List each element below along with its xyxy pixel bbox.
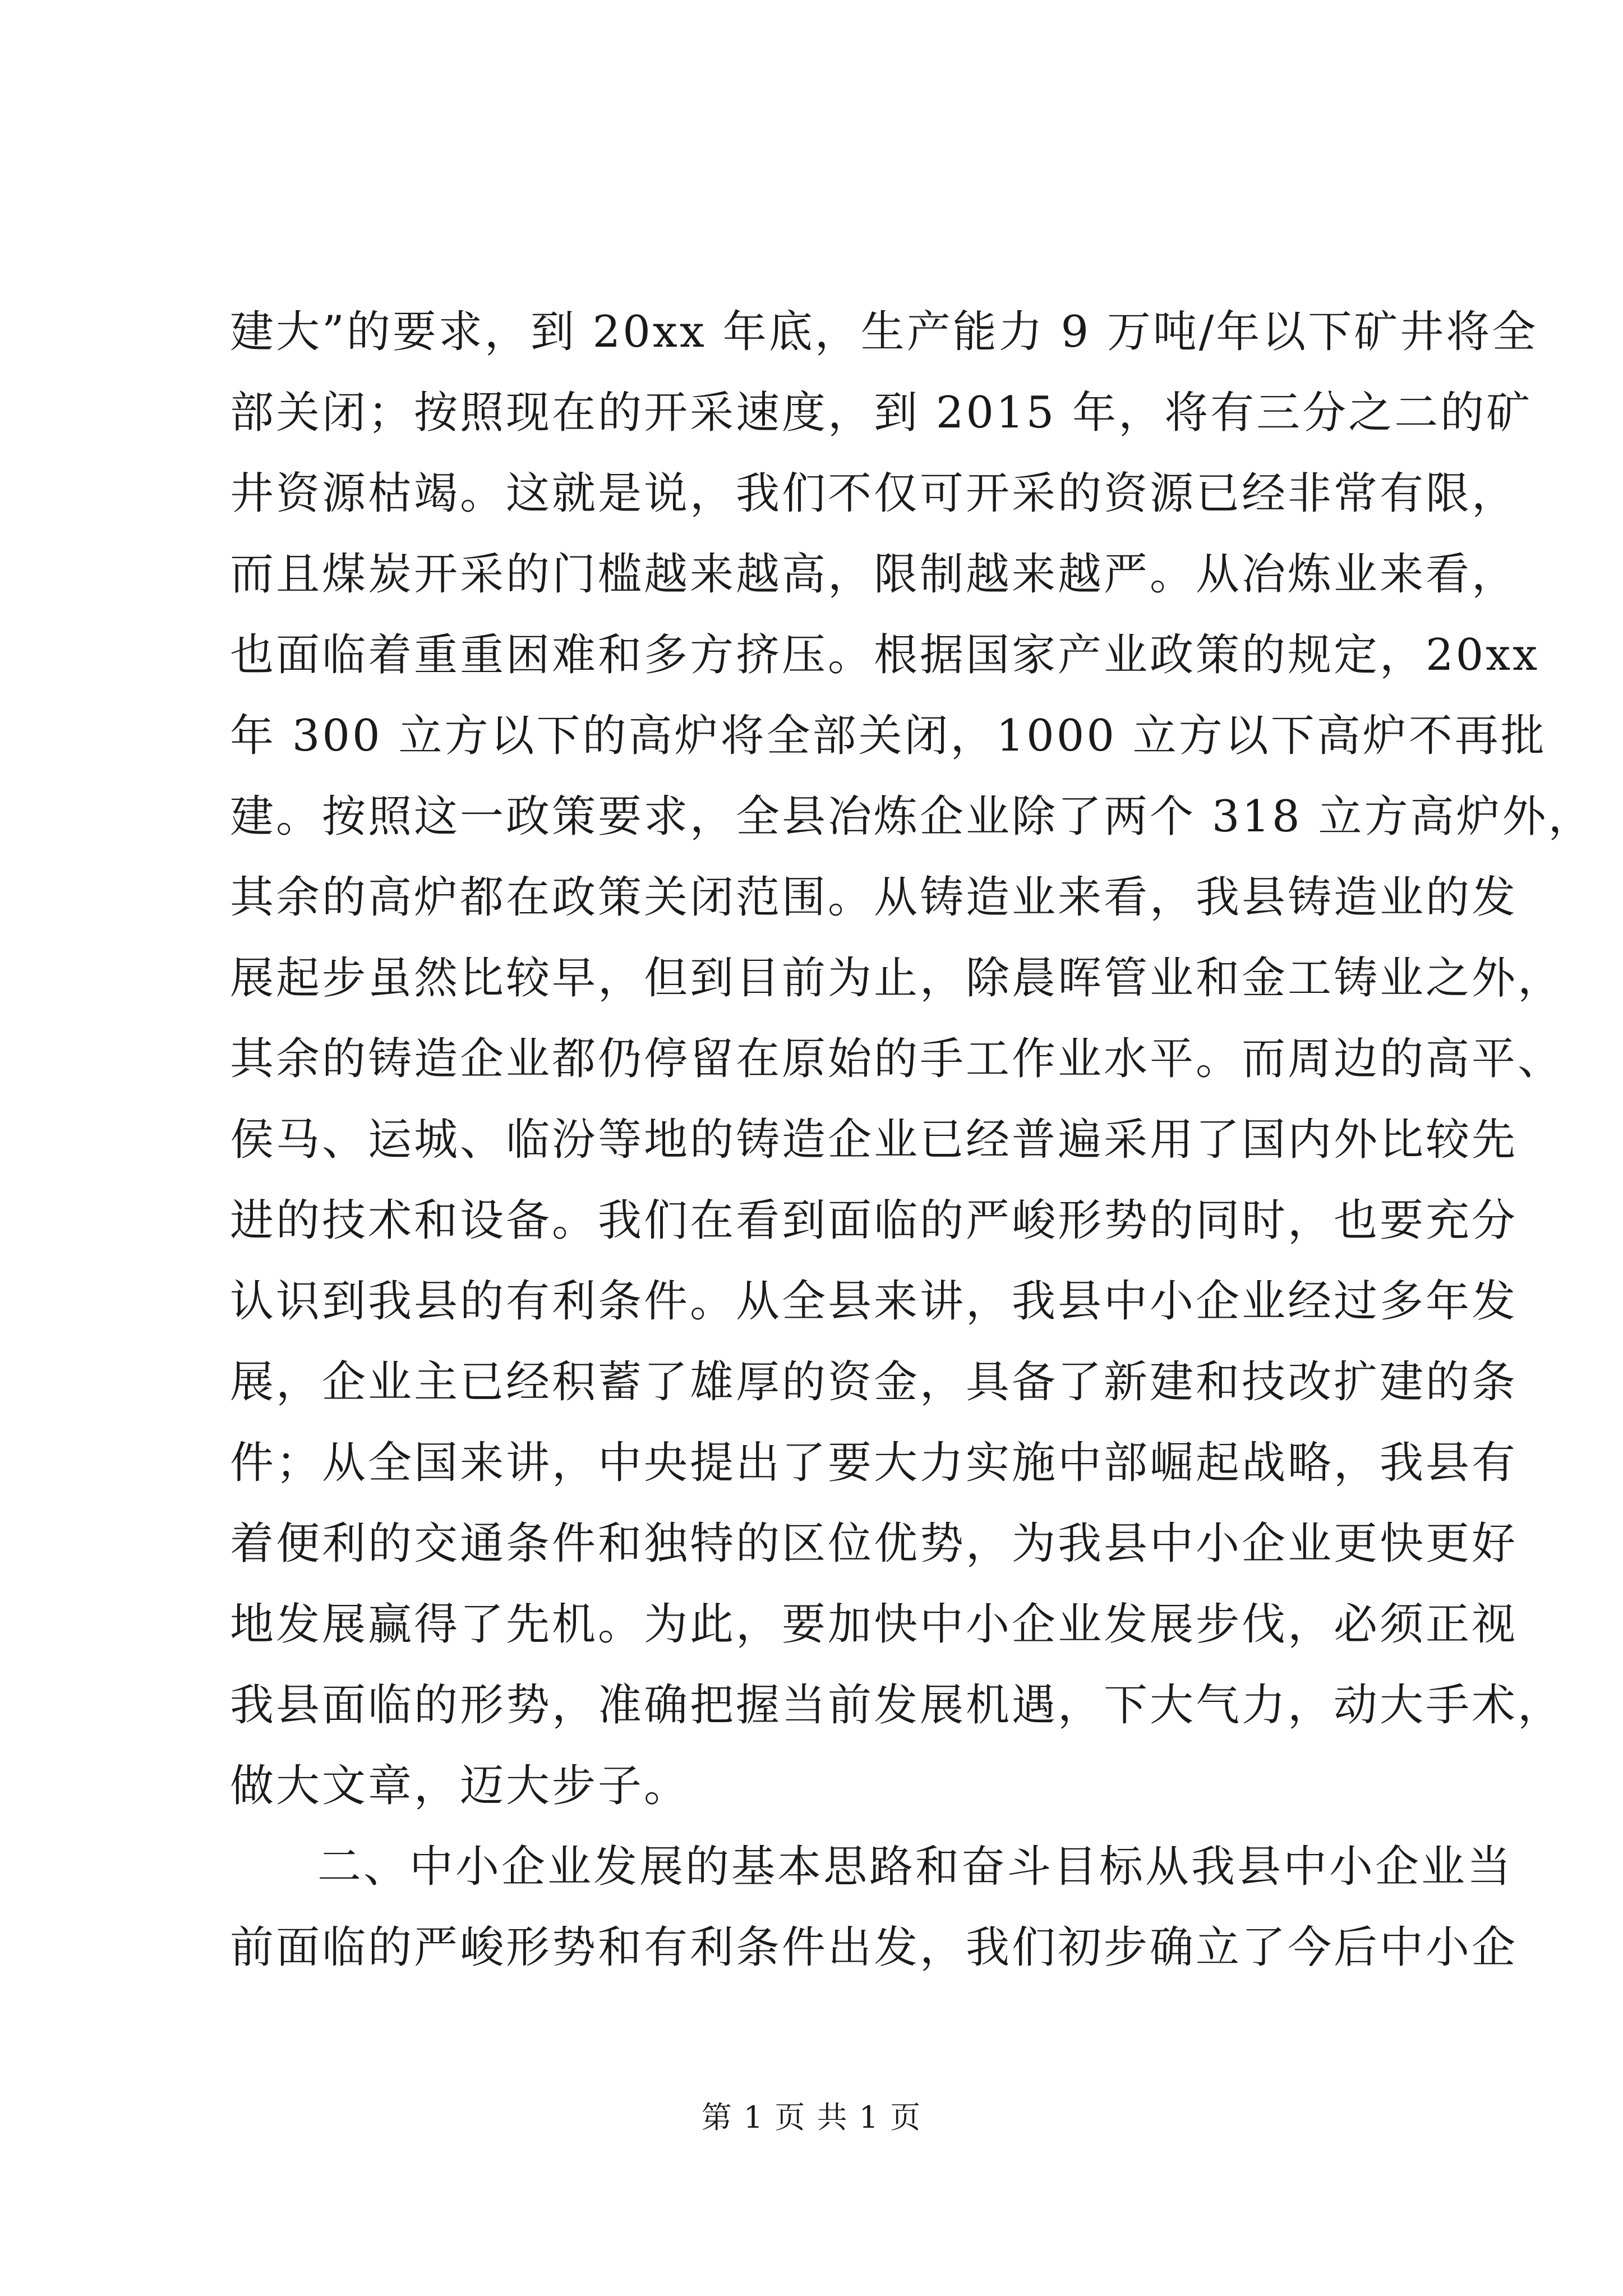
text-line: 地发展赢得了先机。为此，要加快中小企业发展步伐，必须正视 [230, 1599, 1518, 1650]
text-line: 建。按照这一政策要求，全县冶炼企业除了两个 318 立方高炉外， [230, 792, 1594, 842]
text-line: 其余的铸造企业都仍停留在原始的手工作业水平。而周边的高平、 [230, 1034, 1564, 1084]
text-line: 年 300 立方以下的高炉将全部关闭，1000 立方以下高炉不再批 [230, 711, 1547, 761]
text-line: 件；从全国来讲，中央提出了要大力实施中部崛起战略，我县有 [230, 1438, 1518, 1488]
text-line: 做大文章，迈大步子。 [230, 1761, 690, 1811]
text-line: 部关闭；按照现在的开采速度，到 2015 年，将有三分之二的矿 [230, 388, 1533, 438]
text-line: 着便利的交通条件和独特的区位优势，为我县中小企业更快更好 [230, 1519, 1518, 1569]
text-line: 认识到我县的有利条件。从全县来讲，我县中小企业经过多年发 [230, 1276, 1518, 1327]
text-line: 井资源枯竭。这就是说，我们不仅可开采的资源已经非常有限， [230, 468, 1518, 519]
text-line: 前面临的严峻形势和有利条件出发，我们初步确立了今后中小企 [230, 1922, 1518, 1973]
text-line: 我县面临的形势，准确把握当前发展机遇，下大气力，动大手术， [230, 1680, 1564, 1731]
section-heading-line: 二、中小企业发展的基本思路和奋斗目标从我县中小企业当 [317, 1842, 1514, 1892]
text-line: 进的技术和设备。我们在看到面临的严峻形势的同时，也要充分 [230, 1195, 1518, 1246]
page-footer: 第 1 页 共 1 页 [701, 2100, 922, 2135]
text-line: 侯马、运城、临汾等地的铸造企业已经普遍采用了国内外比较先 [230, 1115, 1518, 1165]
text-line: 也面临着重重困难和多方挤压。根据国家产业政策的规定，20xx [230, 630, 1540, 680]
text-line: 展，企业主已经积蓄了雄厚的资金，具备了新建和技改扩建的条 [230, 1357, 1518, 1407]
text-line: 其余的高炉都在政策关闭范围。从铸造业来看，我县铸造业的发 [230, 872, 1518, 923]
text-line: 展起步虽然比较早，但到目前为止，除晨晖管业和金工铸业之外， [230, 953, 1564, 1004]
text-line: 建大”的要求，到 20xx 年底，生产能力 9 万吨/年以下矿井将全 [230, 307, 1538, 357]
text-line: 而且煤炭开采的门槛越来越高，限制越来越严。从冶炼业来看， [230, 549, 1518, 600]
document-body [230, 292, 1594, 1988]
